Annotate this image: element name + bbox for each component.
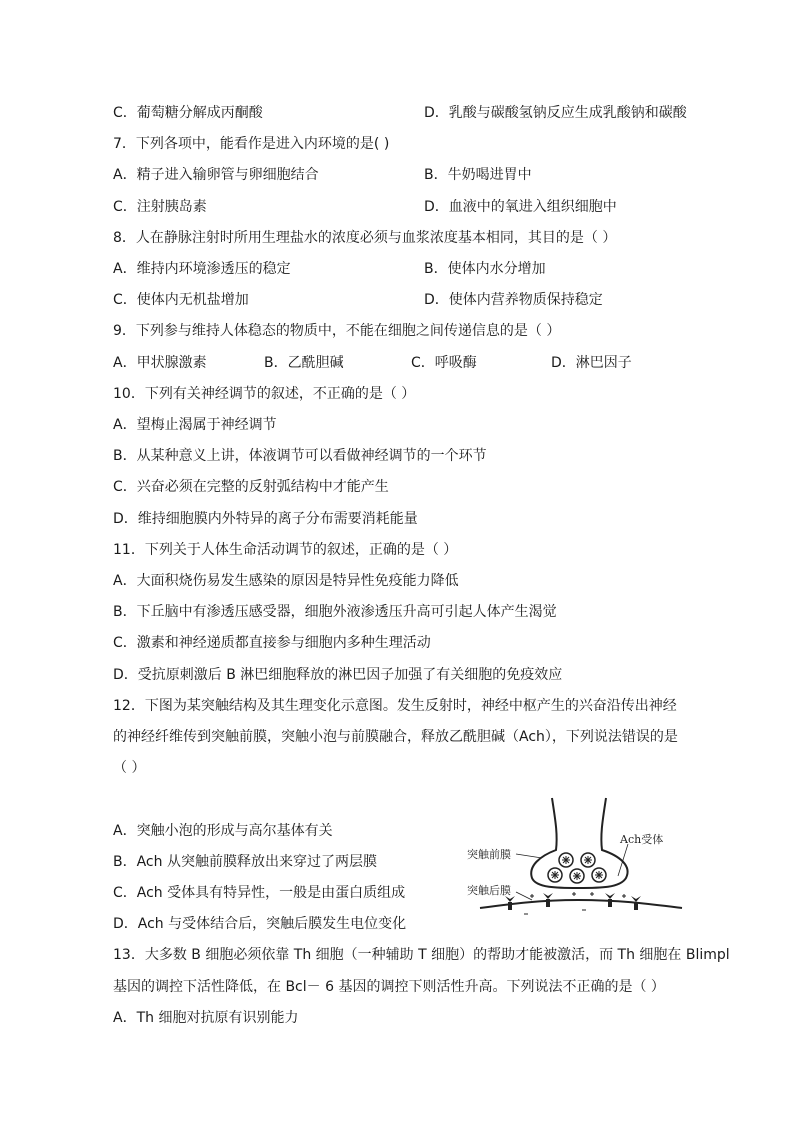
q6-option-d: D．乳酸与碳酸氢钠反应生成乳酸钠和碳酸 xyxy=(424,105,687,121)
q13-stem-line-2: 基因的调控下活性降低，在 Bcl－ 6 基因的调控下则活性升高。下列说法不正确的是（ ） xyxy=(113,979,665,995)
q11-option-c: C．激素和神经递质都直接参与细胞内多种生理活动 xyxy=(113,635,431,651)
q7-stem: 7．下列各项中，能看作是进入内环境的是( ) xyxy=(113,136,390,152)
q6-option-c: C．葡萄糖分解成丙酮酸 xyxy=(113,105,263,121)
q7-option-d: D．血液中的氧进入组织细胞中 xyxy=(424,199,617,215)
leader-line-receptor xyxy=(618,844,628,876)
label-ach-receptor: Ach受体 xyxy=(620,833,664,846)
q11-option-b: B．下丘脑中有渗透压感受器，细胞外液渗透压升高可引起人体产生渴觉 xyxy=(113,604,557,620)
synapse-svg xyxy=(460,796,700,924)
q7-option-b: B．牛奶喝进胃中 xyxy=(424,167,532,183)
leader-line-post xyxy=(516,892,532,900)
q12-stem-line-2: 的神经纤维传到突触前膜，突触小泡与前膜融合，释放乙酰胆碱（Ach），下列说法错误的是 xyxy=(113,729,678,745)
q12-option-c: C．Ach 受体具有特异性，一般是由蛋白质组成 xyxy=(113,885,406,901)
q9-option-c: C．呼吸酶 xyxy=(411,355,477,371)
q10-option-b: B．从某种意义上讲，体液调节可以看做神经调节的一个环节 xyxy=(113,448,487,464)
q10-option-a: A．望梅止渴属于神经调节 xyxy=(113,417,277,433)
q12-option-d: D．Ach 与受体结合后，突触后膜发生电位变化 xyxy=(113,916,407,932)
q11-stem: 11．下列关于人体生命活动调节的叙述，正确的是（ ） xyxy=(113,542,458,558)
q13-stem-line-1: 13．大多数 B 细胞必须依靠 Th 细胞（一种辅助 T 细胞）的帮助才能被激活，而 Th 细胞在 Blimpl xyxy=(113,947,730,963)
q9-stem: 9．下列参与维持人体稳态的物质中，不能在细胞之间传递信息的是（ ） xyxy=(113,323,561,339)
q8-option-d: D．使体内营养物质保持稳定 xyxy=(424,292,603,308)
q11-option-a: A．大面积烧伤易发生感染的原因是特异性免疫能力降低 xyxy=(113,573,459,589)
q12-option-b: B．Ach 从突触前膜释放出来穿过了两层膜 xyxy=(113,854,377,870)
label-postsynaptic-membrane: 突触后膜 xyxy=(467,884,511,897)
q9-option-d: D．淋巴因子 xyxy=(551,355,632,371)
label-presynaptic-membrane: 突触前膜 xyxy=(467,848,511,861)
q12-stem-line-1: 12．下图为某突触结构及其生理变化示意图。发生反射时，神经中枢产生的兴奋沿传出神经 xyxy=(113,698,677,714)
q10-stem: 10．下列有关神经调节的叙述，不正确的是（ ） xyxy=(113,386,416,402)
synapse-diagram xyxy=(460,796,700,924)
q12-stem-line-3: （ ） xyxy=(113,760,146,776)
q8-option-c: C．使体内无机盐增加 xyxy=(113,292,249,308)
q10-option-d: D．维持细胞膜内外特异的离子分布需要消耗能量 xyxy=(113,511,418,527)
q8-option-a: A．维持内环境渗透压的稳定 xyxy=(113,261,291,277)
q10-option-c: C．兴奋必须在完整的反射弧结构中才能产生 xyxy=(113,479,389,495)
q13-option-a: A．Th 细胞对抗原有识别能力 xyxy=(113,1010,299,1026)
leader-line-pre xyxy=(516,854,542,858)
q9-option-a: A．甲状腺激素 xyxy=(113,355,207,371)
q12-option-a: A．突触小泡的形成与高尔基体有关 xyxy=(113,823,333,839)
q8-option-b: B．使体内水分增加 xyxy=(424,261,546,277)
q8-stem: 8．人在静脉注射时所用生理盐水的浓度必须与血浆浓度基本相同，其目的是（ ） xyxy=(113,230,617,246)
q9-option-b: B．乙酰胆碱 xyxy=(264,355,344,371)
q11-option-d: D．受抗原刺激后 B 淋巴细胞释放的淋巴因子加强了有关细胞的免疫效应 xyxy=(113,667,563,683)
q7-option-a: A．精子进入输卵管与卵细胞结合 xyxy=(113,167,319,183)
q7-option-c: C．注射胰岛素 xyxy=(113,199,207,215)
